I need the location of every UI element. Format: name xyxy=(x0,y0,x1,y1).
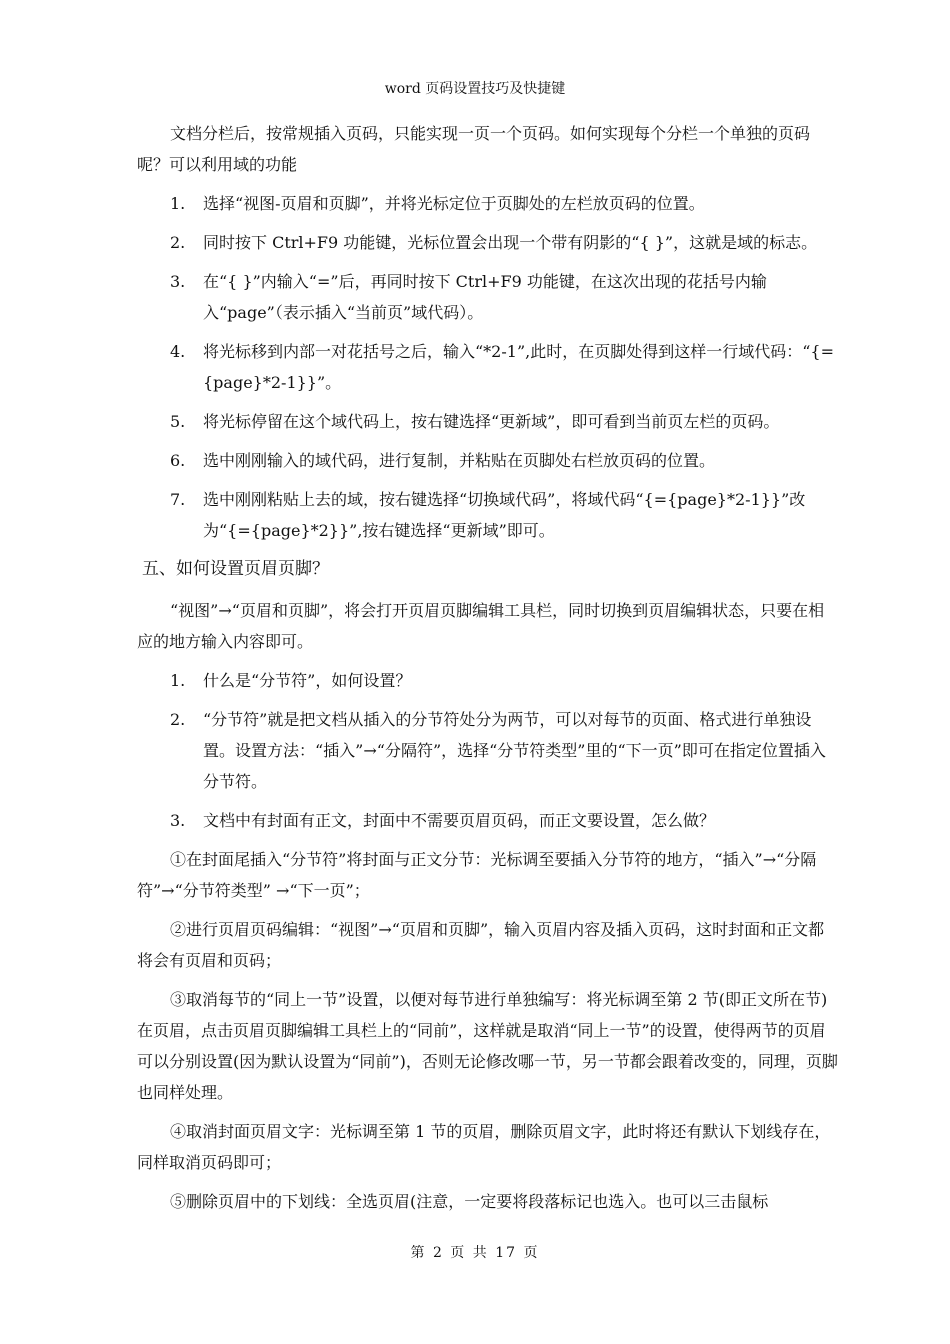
list-number: 3. xyxy=(170,811,186,830)
list-text: 选择“视图-页眉和页脚”，并将光标定位于页脚处的左栏放页码的位置。 xyxy=(203,194,705,213)
list-text: 将光标停留在这个域代码上，按右键选择“更新域”，即可看到当前页左栏的页码。 xyxy=(203,412,780,431)
list-text: 在“{ }”内输入“=”后，再同时按下 Ctrl+F9 功能键，在这次出现的花括号内输入“page”（表示插入“当前页”域代码）。 xyxy=(203,272,767,322)
list-number: 6. xyxy=(170,451,186,470)
list-number: 2. xyxy=(170,710,186,729)
step-paragraph: ②进行页眉页码编辑：“视图”→“页眉和页脚”，输入页眉内容及插入页码，这时封面和正文都将会有页眉和页码； xyxy=(137,920,825,970)
list-number: 7. xyxy=(170,490,186,509)
step-paragraph: ③取消每节的“同上一节”设置，以便对每节进行单独编写：将光标调至第 2 节(即正文所在节)在页眉，点击页眉页脚编辑工具栏上的“同前”，这样就是取消“同上一节”的设置，使得两节的页眉可以分别设置(因为默认设置为“同前”)，否则无论修改哪一节，另一节都会跟着改变的，同理，页脚也同样处理。 xyxy=(137,990,838,1102)
list-item xyxy=(137,445,840,476)
list-text: 同时按下 Ctrl+F9 功能键，光标位置会出现一个带有阴影的“{ }”，这就是域的标志。 xyxy=(203,233,818,252)
list-number: 3. xyxy=(170,272,186,291)
list-text: 文档中有封面有正文，封面中不需要页眉页码，而正文要设置，怎么做？ xyxy=(203,811,716,830)
list-item xyxy=(137,227,840,258)
list-item xyxy=(137,336,840,398)
list-text: 选中刚刚粘贴上去的域，按右键选择“切换域代码”，将域代码“{={page}*2-1}}”改为“{={page}*2}}”,按右键选择“更新域”即可。 xyxy=(203,490,806,540)
list-item xyxy=(137,805,840,836)
list-text: 选中刚刚输入的域代码，进行复制，并粘贴在页脚处右栏放页码的位置。 xyxy=(203,451,716,470)
step-paragraph: ⑤删除页眉中的下划线：全选页眉(注意，一定要将段落标记也选入。也可以三击鼠标 xyxy=(170,1192,769,1211)
list-number: 2. xyxy=(170,233,186,252)
document-body xyxy=(137,118,840,1225)
list-number: 1. xyxy=(170,194,186,213)
list-item xyxy=(137,188,840,219)
list-text: 什么是“分节符”，如何设置？ xyxy=(203,671,412,690)
step-paragraph: ①在封面尾插入“分节符”将封面与正文分节：光标调至要插入分节符的地方，“插入”→“分隔符”→“分节符类型” →“下一页”； xyxy=(137,850,817,900)
list-text: 将光标移到内部一对花括号之后，输入“*2-1”,此时，在页脚处得到这样一行域代码：“{={page}*2-1}}”。 xyxy=(203,342,834,392)
list-item xyxy=(137,665,840,696)
section-break-list xyxy=(137,665,840,836)
section-heading: 五、如何设置页眉页脚？ xyxy=(142,559,329,579)
section-intro-paragraph: “视图”→“页眉和页脚”，将会打开页眉页脚编辑工具栏，同时切换到页眉编辑状态，只要在相应的地方输入内容即可。 xyxy=(137,601,825,651)
list-text: “分节符”就是把文档从插入的分节符处分为两节，可以对每节的页面、格式进行单独设置。设置方法：“插入”→“分隔符”，选择“分节符类型”里的“下一页”即可在指定位置插入分节符。 xyxy=(203,710,826,791)
list-item xyxy=(137,266,840,328)
field-steps-list xyxy=(137,188,840,546)
intro-paragraph: 文档分栏后，按常规插入页码，只能实现一页一个页码。如何实现每个分栏一个单独的页码呢？可以利用域的功能 xyxy=(137,124,811,174)
page-header: word 页码设置技巧及快捷键 xyxy=(384,81,566,97)
list-item xyxy=(137,484,840,546)
list-number: 4. xyxy=(170,342,186,361)
page-footer: 第 2 页 共 17 页 xyxy=(410,1245,540,1261)
list-number: 5. xyxy=(170,412,186,431)
list-item xyxy=(137,406,840,437)
step-paragraph: ④取消封面页眉文字：光标调至第 1 节的页眉，删除页眉文字，此时将还有默认下划线存在，同样取消页码即可； xyxy=(137,1122,831,1172)
list-number: 1. xyxy=(170,671,186,690)
list-item xyxy=(137,704,840,797)
